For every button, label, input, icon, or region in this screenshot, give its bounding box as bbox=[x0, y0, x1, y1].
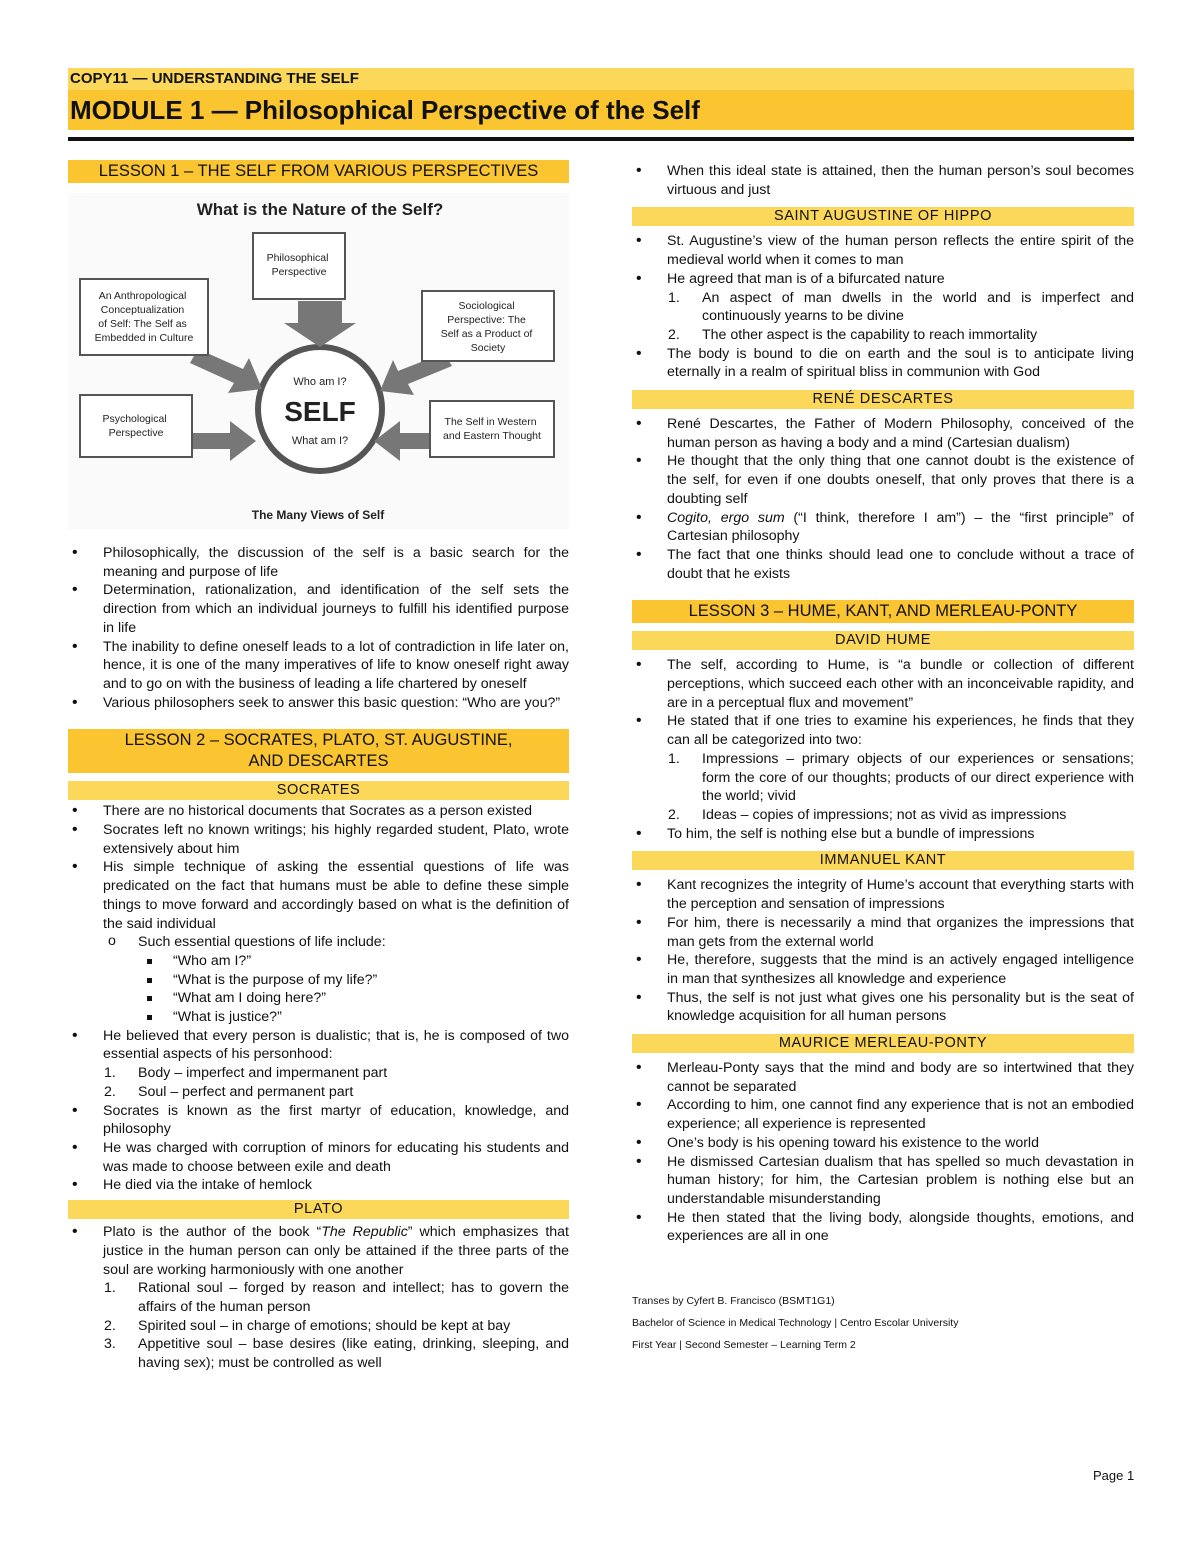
arrow-psychological bbox=[193, 421, 256, 461]
merleau-ponty-bullets bbox=[632, 1059, 1134, 1246]
list-item: • He was charged with corruption of minors for educating his students and was made to choose between exile and death bbox=[68, 1139, 569, 1176]
lesson3-heading: LESSON 3 – HUME, KANT, AND MERLEAU-PONTY bbox=[632, 600, 1134, 623]
plato-b1-pre: Plato is the author of the book “ bbox=[103, 1224, 322, 1241]
list-item: • Thus, the self is not just what gives one his personality but is the seat of knowledge acquisition for all human persons bbox=[632, 989, 1134, 1026]
augustine-heading: SAINT AUGUSTINE OF HIPPO bbox=[632, 207, 1134, 226]
list-item: • The body is bound to die on earth and the soul is to anticipate living eternally in a realm of spiritual bliss in communion with God bbox=[632, 345, 1134, 382]
numbered-item-text: Body – imperfect and impermanent part bbox=[138, 1065, 388, 1082]
credits bbox=[632, 1290, 1134, 1356]
list-subsubitem: “Who am I?” bbox=[68, 952, 569, 971]
box-western-eastern bbox=[430, 401, 554, 457]
box-sociological-line3: Self as a Product of bbox=[440, 328, 533, 340]
numbered-item-text: Rational soul – forged by reason and intellect; has to govern the affairs of the human person bbox=[138, 1280, 569, 1315]
lesson2-heading-line1: LESSON 2 – SOCRATES, PLATO, ST. AUGUSTINE, bbox=[124, 731, 513, 750]
plato-b1-post: ” which emphasizes that justice in the human person can only be attained if the three parts of the soul are working harmoniously with one another bbox=[103, 1224, 569, 1278]
numbered-item-text: Spirited soul – in charge of emotions; should be kept at bay bbox=[138, 1317, 511, 1334]
diagram-svg bbox=[68, 193, 569, 529]
right-column bbox=[632, 162, 1134, 1356]
merleau-ponty-heading: MAURICE MERLEAU-PONTY bbox=[632, 1034, 1134, 1053]
plato-bullets-continued bbox=[632, 162, 1134, 199]
list-item: • René Descartes, the Father of Modern Philosophy, conceived of the human person as having a body and a mind (Cartesian dualism) bbox=[632, 415, 1134, 452]
box-psychological-line2: Perspective bbox=[108, 427, 164, 439]
diagram-caption: The Many Views of Self bbox=[251, 508, 385, 522]
numbered-item: 1. An aspect of man dwells in the world and is imperfect and continuously yearns to be divine bbox=[668, 289, 1134, 325]
diagram-title: What is the Nature of the Self? bbox=[196, 200, 444, 219]
box-sociological-line4: Society bbox=[470, 342, 506, 354]
list-item bbox=[632, 509, 1134, 546]
list-item: • He stated that if one tries to examine his experiences, he finds that they can all be categorized into two: bbox=[632, 712, 1134, 749]
list-item: • The fact that one thinks should lead one to conclude without a trace of doubt that he exists bbox=[632, 546, 1134, 583]
numbered-item: 2. Spirited soul – in charge of emotions; should be kept at bay bbox=[104, 1317, 511, 1334]
list-item: • There are no historical documents that Socrates as a person existed bbox=[68, 802, 569, 821]
list-item: • He thought that the only thing that one cannot doubt is the existence of the self, for even if one doubts oneself, that only proves that there is a doubting self bbox=[632, 452, 1134, 508]
list-item bbox=[68, 1223, 569, 1279]
page-number: Page 1 bbox=[1093, 1468, 1135, 1483]
numbered-item: 2. The other aspect is the capability to reach immortality bbox=[668, 326, 1038, 343]
hume-bullets bbox=[632, 656, 1134, 843]
header-divider bbox=[68, 137, 1134, 141]
numbered-item-text: Appetitive soul – base desires (like eating, drinking, sleeping, and having sex); must be controlled as well bbox=[138, 1336, 569, 1372]
numbered-item-text: An aspect of man dwells in the world and is imperfect and continuously yearns to be divine bbox=[702, 289, 1134, 325]
list-item: • He agreed that man is of a bifurcated nature bbox=[632, 270, 1134, 289]
list-item: • He, therefore, suggests that the mind is an actively engaged intelligence in man that synthesizes all knowledge and experience bbox=[632, 951, 1134, 988]
box-psychological bbox=[80, 395, 192, 457]
box-philosophical-line2: Perspective bbox=[271, 266, 327, 278]
numbered-item: 2. Ideas – copies of impressions; not as vivid as impressions bbox=[668, 806, 1067, 823]
lesson2-heading-line2: AND DESCARTES bbox=[248, 752, 389, 771]
list-subitem: o Such essential questions of life include: bbox=[68, 933, 569, 952]
credits-program: Bachelor of Science in Medical Technology | Centro Escolar University bbox=[632, 1317, 959, 1330]
list-item: • He died via the intake of hemlock bbox=[68, 1176, 569, 1195]
list-item: • Philosophically, the discussion of the self is a basic search for the meaning and purpose of life bbox=[68, 544, 569, 581]
hume-heading: DAVID HUME bbox=[632, 631, 1134, 650]
kant-heading: IMMANUEL KANT bbox=[632, 851, 1134, 870]
arrow-philosophical bbox=[284, 301, 356, 347]
numbered-item: 1. Impressions – primary objects of our experiences or sensations; form the core of our thoughts; products of our direct experience with the world; vivid bbox=[668, 750, 1134, 805]
augustine-bullets bbox=[632, 232, 1134, 382]
descartes-bullets bbox=[632, 415, 1134, 583]
list-item: • Kant recognizes the integrity of Hume’s account that everything starts with the perception and sensation of impressions bbox=[632, 876, 1134, 913]
descartes-heading: RENÉ DESCARTES bbox=[632, 390, 1134, 409]
numbered-item: 1. Rational soul – forged by reason and intellect; has to govern the affairs of the human person bbox=[104, 1280, 569, 1315]
list-item: • The inability to define oneself leads to a lot of contradiction in life later on, hence, it is one of the many imperatives of life to know oneself right away and to go on with the business of leading a life chartered by oneself bbox=[68, 638, 569, 694]
list-item: • His simple technique of asking the essential questions of life was predicated on the fact that humans must be able to define these simple things to move forward and accordingly based on what is the definition of the said individual bbox=[68, 858, 569, 933]
numbered-item-text: Impressions – primary objects of our experiences or sensations; form the core of our thoughts; products of our direct experience with the world; vivid bbox=[702, 750, 1134, 805]
left-column bbox=[68, 160, 569, 1373]
cogito-rest: (“I think, therefore I am”) – the “first principle” of Cartesian philosophy bbox=[667, 509, 1134, 545]
course-title: COPY11 — UNDERSTANDING THE SELF bbox=[68, 68, 1134, 90]
what-am-i-label: What am I? bbox=[291, 435, 349, 447]
numbered-item: 1. Body – imperfect and impermanent part bbox=[104, 1065, 388, 1082]
list-item: • The self, according to Hume, is “a bundle or collection of different perceptions, which succeed each other with an inconceivable rapidity, and are in a perceptual flux and movement” bbox=[632, 656, 1134, 712]
box-anthropological-line2: Conceptualization bbox=[100, 304, 185, 316]
list-item: • According to him, one cannot find any experience that is not an embodied experience; all experience is represented bbox=[632, 1096, 1134, 1133]
list-subsubitem: “What am I doing here?” bbox=[68, 989, 569, 1008]
list-item: • He then stated that the living body, alongside thoughts, emotions, and experiences are all in one bbox=[632, 1209, 1134, 1246]
credits-term: First Year | Second Semester – Learning Term 2 bbox=[632, 1339, 856, 1352]
box-psychological-line1: Psychological bbox=[102, 413, 167, 425]
self-perspectives-diagram bbox=[68, 193, 569, 529]
plato-bullets bbox=[68, 1223, 569, 1373]
book-title: The Republic bbox=[321, 1224, 408, 1241]
list-item: • Determination, rationalization, and identification of the self sets the direction from which an individual journeys to fulfill his identified purpose in life bbox=[68, 581, 569, 637]
module-title: MODULE 1 — Philosophical Perspective of the Self bbox=[68, 90, 1134, 130]
list-item: • He dismissed Cartesian dualism that has spelled so much devastation in human history; for him, the Cartesian problem is nothing else but an understandable misunderstanding bbox=[632, 1153, 1134, 1209]
list-item: • Socrates is known as the first martyr of education, knowledge, and philosophy bbox=[68, 1102, 569, 1139]
lesson1-bullets bbox=[68, 544, 569, 712]
list-item: • When this ideal state is attained, then the human person’s soul becomes virtuous and just bbox=[632, 162, 1134, 199]
lesson2-heading bbox=[68, 729, 569, 773]
numbered-item-text: Ideas – copies of impressions; not as vivid as impressions bbox=[702, 806, 1067, 823]
list-item: • Various philosophers seek to answer this basic question: “Who are you?” bbox=[68, 694, 569, 713]
list-subsubitem: “What is the purpose of my life?” bbox=[68, 971, 569, 990]
kant-bullets bbox=[632, 876, 1134, 1026]
list-item: • To him, the self is nothing else but a bundle of impressions bbox=[632, 825, 1134, 844]
list-item: • For him, there is necessarily a mind that organizes the impressions that man gets from the external world bbox=[632, 914, 1134, 951]
list-item: • Merleau-Ponty says that the mind and body are so intertwined that they cannot be separated bbox=[632, 1059, 1134, 1096]
list-item: • One’s body is his opening toward his existence to the world bbox=[632, 1134, 1134, 1153]
self-label: SELF bbox=[284, 396, 356, 427]
box-western-line1: The Self in Western bbox=[444, 416, 537, 428]
numbered-item: 3. Appetitive soul – base desires (like eating, drinking, sleeping, and having sex); must be controlled as well bbox=[104, 1336, 569, 1372]
numbered-item-text: The other aspect is the capability to reach immortality bbox=[702, 326, 1038, 343]
numbered-item: 2. Soul – perfect and permanent part bbox=[104, 1083, 354, 1100]
box-sociological-line2: Perspective: The bbox=[447, 314, 526, 326]
list-item: • Socrates left no known writings; his highly regarded student, Plato, wrote extensively about him bbox=[68, 821, 569, 858]
numbered-item-text: Soul – perfect and permanent part bbox=[138, 1083, 354, 1100]
socrates-bullets bbox=[68, 802, 569, 1195]
plato-heading: PLATO bbox=[68, 1200, 569, 1219]
list-item: • He believed that every person is dualistic; that is, he is composed of two essential aspects of his personhood: bbox=[68, 1027, 569, 1064]
list-item: • St. Augustine’s view of the human person reflects the entire spirit of the medieval world when it comes to man bbox=[632, 232, 1134, 269]
list-subsubitem: “What is justice?” bbox=[68, 1008, 569, 1027]
box-anthropological-line3: of Self: The Self as bbox=[98, 318, 187, 330]
box-western-line2: and Eastern Thought bbox=[443, 430, 541, 442]
box-philosophical-line1: Philosophical bbox=[266, 252, 329, 264]
socrates-heading: SOCRATES bbox=[68, 781, 569, 800]
who-am-i-label: Who am I? bbox=[293, 376, 347, 388]
box-anthropological-line1: An Anthropological bbox=[98, 290, 187, 302]
credits-author: Transes by Cyfert B. Francisco (BSMT1G1) bbox=[632, 1295, 835, 1308]
lesson1-heading: LESSON 1 – THE SELF FROM VARIOUS PERSPECTIVES bbox=[68, 160, 569, 183]
cogito-phrase: Cogito, ergo sum bbox=[667, 509, 785, 526]
box-sociological-line1: Sociological bbox=[458, 300, 515, 312]
box-anthropological-line4: Embedded in Culture bbox=[94, 332, 194, 344]
